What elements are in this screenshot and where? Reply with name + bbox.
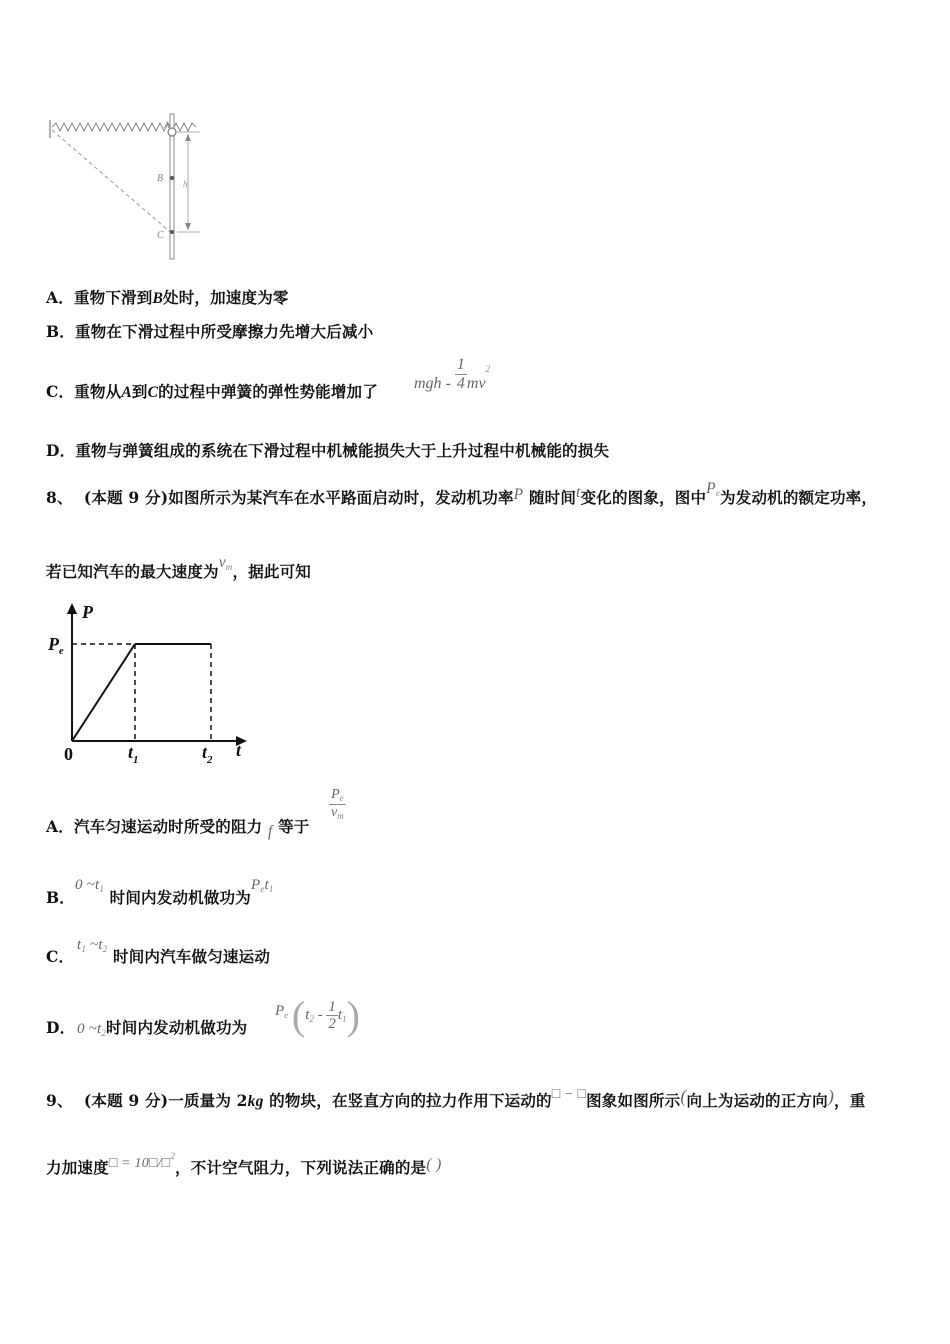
power-time-graph	[40, 598, 260, 773]
graph-y-label: P	[82, 602, 93, 622]
graph-origin: 0	[64, 744, 73, 764]
q8-option-c-body: $t_1$ $\sim t_2$ 时间内汽车做匀速运动	[77, 937, 271, 966]
q7-option-c: C．重物从A到C的过程中弹簧的弹性势能增加了	[46, 382, 378, 401]
graph-t2-label: $t_2$	[202, 742, 213, 766]
graph-t1-label: $t_1$	[128, 742, 139, 766]
label-c: C	[157, 230, 164, 241]
q7-option-c-formula: mgh - $\frac{1}{4}$ $mv^2$	[414, 356, 491, 392]
q8-option-a: A．汽车匀速运动时所受的阻力 f 等于	[46, 817, 310, 840]
q8-option-b: B．	[46, 888, 76, 907]
label-h: h	[183, 179, 188, 189]
q8-option-d: D．	[46, 1018, 76, 1037]
q8-stem-line1: 8、 (本题 9 分)如图所示为某汽车在水平路面启动时，发动机功率P 随时间t变化的图象，图中$P_e$为发动机的额定功率，	[46, 480, 878, 507]
label-a: A	[164, 120, 170, 130]
label-b: B	[157, 173, 164, 184]
spring-diagram-figure	[40, 110, 210, 265]
q8-option-d-formula: $P_e$ ($t_2$ - $\frac{1}{2}$ $t_1$)	[275, 993, 360, 1038]
q9-stem-line2: 力加速度□ = 10□/□$^2$，不计空气阻力，下列说法正确的是( )	[46, 1151, 442, 1177]
q8-option-c: C．	[46, 947, 75, 966]
q8-option-b-body: 0 $\sim t_1$ 时间内发动机做功为$P_et_1$	[75, 877, 274, 907]
q8-option-a-fraction: $\frac{P_e}{v_m}$	[331, 787, 344, 821]
q7-option-a: A．重物下滑到B处时，加速度为零	[46, 288, 289, 307]
q8-stem-line2: 若已知汽车的最大速度为$v_m$，据此可知	[46, 554, 312, 581]
q9-stem-line1: 9、 (本题 9 分)一质量为 2kg 的物块，在竖直方向的拉力作用下运动的□ − □图象如图所示(向上为运动的正方向)，重	[46, 1086, 866, 1110]
q7-option-d: D．重物与弹簧组成的系统在下滑过程中机械能损失大于上升过程中机械能的损失	[46, 441, 610, 460]
q8-option-d-body: 0 $\sim t_2$时间内发动机做功为	[77, 1018, 248, 1038]
q7-option-b: B．重物在下滑过程中所受摩擦力先增大后减小	[46, 322, 374, 341]
graph-pe-label: $P_e$	[48, 634, 64, 657]
graph-x-label: t	[236, 740, 242, 760]
